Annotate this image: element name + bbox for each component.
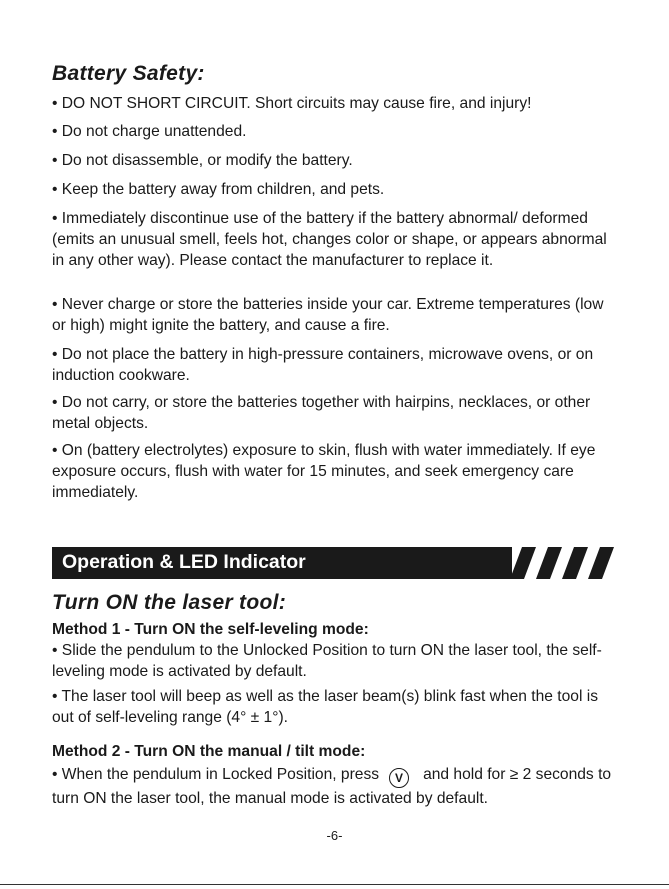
section-band-title: Operation & LED Indicator (62, 551, 306, 573)
battery-bullet-1: • DO NOT SHORT CIRCUIT. Short circuits may cause fire, and injury! (52, 95, 532, 112)
method1-title: Method 1 - Turn ON the self-leveling mode: (52, 621, 369, 638)
bottom-rule (0, 884, 669, 885)
battery-safety-heading: Battery Safety: (52, 62, 205, 85)
method2-text-after: and hold for ≥ 2 seconds to turn ON the laser tool, the manual mode is activated by default. (52, 766, 612, 807)
battery-bullet-4: • Keep the battery away from children, and pets. (52, 181, 385, 198)
turn-on-heading: Turn ON the laser tool: (52, 591, 287, 614)
method1-bullet-2: • The laser tool will beep as well as the laser beam(s) blink fast when the tool is out of self-leveling range (4° ± 1°). (52, 688, 599, 726)
battery-bullet-5: • Immediately discontinue use of the battery if the battery abnormal/ deformed (emits an unusual smell, feels hot, changes color or shape, or appears abnormal in any other way). Please contact the manufacturer to replace it. (52, 210, 607, 269)
battery-bullet-6: • Never charge or store the batteries inside your car. Extreme temperatures (low or high) might ignite the battery, and cause a fire. (52, 296, 604, 334)
method2-bullet (52, 764, 618, 809)
battery-bullet-9: • On (battery electrolytes) exposure to skin, flush with water immediately. If eye exposure occurs, flush with water for 15 minutes, and seek emergency care immediately. (52, 442, 596, 501)
battery-bullet-7: • Do not place the battery in high-pressure containers, microwave ovens, or on induction cookware. (52, 346, 594, 384)
method2-text-before: • When the pendulum in Locked Position, press (52, 766, 380, 783)
battery-bullet-8: • Do not carry, or store the batteries together with hairpins, necklaces, or other metal objects. (52, 394, 591, 432)
method2-title: Method 2 - Turn ON the manual / tilt mode: (52, 743, 366, 760)
battery-bullet-3: • Do not disassemble, or modify the battery. (52, 152, 353, 169)
method1-bullet-1: • Slide the pendulum to the Unlocked Position to turn ON the laser tool, the self-leveling mode is activated by default. (52, 642, 602, 680)
battery-bullet-2: • Do not charge unattended. (52, 123, 247, 140)
page-number: -6- (326, 828, 343, 843)
section-band (52, 547, 512, 579)
decorative-stripes-icon (500, 547, 620, 579)
v-button-icon: V (389, 768, 409, 788)
